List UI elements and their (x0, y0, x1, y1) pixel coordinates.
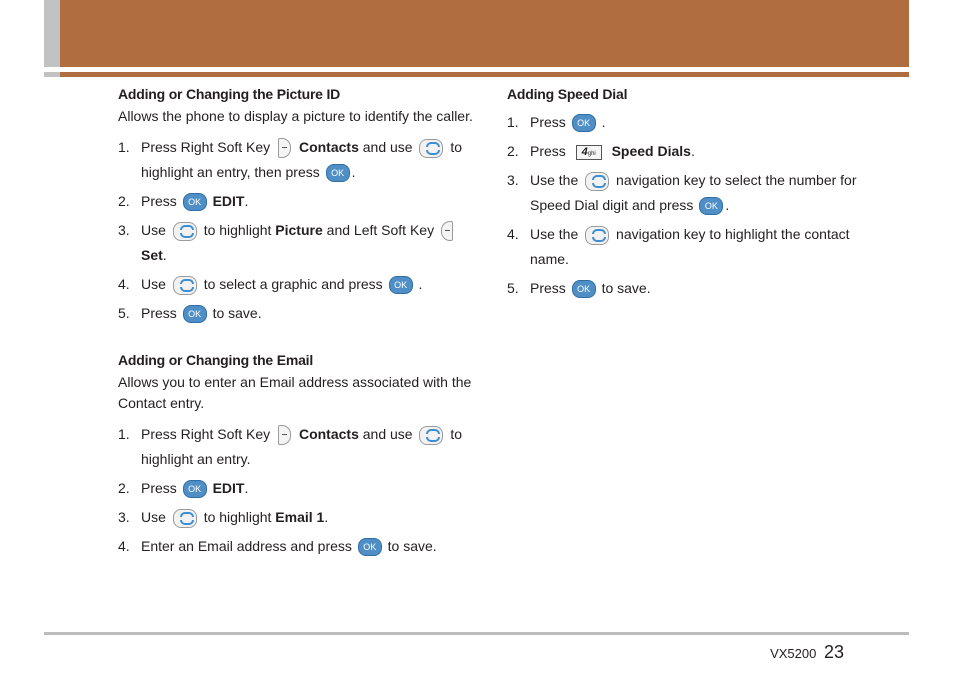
step-text: and Left Soft Key (326, 222, 435, 238)
step-text: to (450, 139, 463, 155)
section-heading: Adding Speed Dial (507, 86, 628, 102)
step-item (118, 422, 478, 472)
step-text: . (324, 509, 329, 525)
ok-key-icon: OK (326, 164, 350, 182)
step-text: . (418, 276, 423, 292)
ok-key-icon: OK (572, 114, 596, 132)
model-name: VX5200 (770, 646, 817, 661)
header-rule-gray (44, 72, 60, 77)
step-text: to save. (601, 280, 651, 296)
step-text: . (690, 143, 695, 159)
step-text: to highlight (203, 509, 272, 525)
left-soft-key-icon (441, 221, 453, 241)
step-number: 2. (507, 143, 519, 159)
step-text: Press (530, 280, 566, 296)
step-item (507, 139, 867, 164)
navigation-key-icon (173, 222, 197, 241)
step-text: Use (141, 509, 166, 525)
section-intro: Allows you to enter an Email address associated with the Contact entry. (118, 374, 472, 411)
step-item (507, 168, 867, 218)
ok-key-icon: OK (183, 193, 207, 211)
step-number: 1. (507, 114, 519, 130)
footer-rule (44, 632, 909, 635)
right-column (507, 86, 867, 305)
step-text: Press (141, 480, 177, 496)
navigation-key-icon (585, 226, 609, 245)
step-keyword: EDIT (212, 480, 245, 496)
step-item (118, 476, 478, 501)
step-number: 3. (507, 172, 519, 188)
section-email (118, 352, 478, 559)
navigation-key-icon (419, 426, 443, 445)
step-text: . (725, 197, 730, 213)
step-number: 5. (507, 280, 519, 296)
right-soft-key-icon (278, 425, 291, 445)
step-text: . (162, 247, 167, 263)
page-footer (770, 642, 844, 663)
step-number: 2. (118, 480, 130, 496)
step-keyword: Contacts (298, 139, 359, 155)
section-heading: Adding or Changing the Picture ID (118, 86, 341, 102)
step-item (118, 218, 478, 268)
step-text: and use (362, 139, 413, 155)
step-keyword: Picture (275, 222, 323, 238)
step-text: highlight an entry. (141, 451, 251, 467)
step-item (118, 272, 478, 297)
step-number: 3. (118, 222, 130, 238)
header-rule (60, 72, 909, 77)
step-keyword: Contacts (298, 426, 359, 442)
step-text: Press Right Soft Key (141, 139, 271, 155)
step-number: 1. (118, 139, 130, 155)
step-keyword: Email 1 (275, 509, 325, 525)
navigation-key-icon (585, 172, 609, 191)
step-text: . (351, 164, 356, 180)
step-text: Press (530, 114, 566, 130)
ok-key-icon: OK (572, 280, 596, 298)
step-text: navigation key to select the number for Speed Dial digit and press (530, 172, 857, 213)
right-soft-key-icon (278, 138, 291, 158)
navigation-key-icon (173, 276, 197, 295)
step-text: . (601, 114, 606, 130)
step-keyword: EDIT (212, 193, 245, 209)
header-banner (60, 0, 909, 67)
step-text: to save. (212, 305, 262, 321)
step-keyword: Set (141, 247, 163, 263)
step-item (118, 301, 478, 326)
step-item (507, 222, 867, 272)
page-number: 23 (823, 642, 844, 662)
step-text: and use (362, 426, 413, 442)
ok-key-icon: OK (358, 538, 382, 556)
step-text: to (450, 426, 463, 442)
step-text: Use (141, 222, 166, 238)
step-text: navigation key to highlight the contact name. (530, 226, 850, 267)
navigation-key-icon (419, 139, 443, 158)
step-item (507, 276, 867, 301)
step-number: 1. (118, 426, 130, 442)
step-list (507, 110, 867, 301)
ok-key-icon: OK (183, 305, 207, 323)
ok-key-icon: OK (183, 480, 207, 498)
key-digit: 4 (581, 145, 588, 158)
step-number: 2. (118, 193, 130, 209)
key-4-icon (576, 145, 602, 160)
section-speed-dial (507, 86, 867, 301)
step-number: 5. (118, 305, 130, 321)
step-text: Press (530, 143, 566, 159)
step-number: 4. (118, 538, 130, 554)
step-item (118, 135, 478, 185)
step-list (118, 135, 478, 326)
section-picture-id (118, 86, 478, 326)
step-text: Press (141, 193, 177, 209)
step-keyword: Speed Dials (611, 143, 691, 159)
step-number: 4. (507, 226, 519, 242)
section-intro: Allows the phone to display a picture to identify the caller. (118, 108, 473, 124)
ok-key-icon: OK (699, 197, 723, 215)
step-text: to highlight (203, 222, 272, 238)
step-text: Use the (530, 226, 579, 242)
key-letters: ghi (587, 150, 596, 157)
step-text: to select a graphic and press (203, 276, 383, 292)
step-text: . (244, 480, 249, 496)
step-text: . (244, 193, 249, 209)
step-number: 4. (118, 276, 130, 292)
step-text: Use (141, 276, 166, 292)
step-text: highlight an entry, then press (141, 164, 320, 180)
step-text: Enter an Email address and press (141, 538, 352, 554)
step-text: to save. (387, 538, 437, 554)
navigation-key-icon (173, 509, 197, 528)
step-text: Use the (530, 172, 579, 188)
left-column (118, 86, 478, 563)
step-item (507, 110, 867, 135)
step-text: Press (141, 305, 177, 321)
step-text: Press Right Soft Key (141, 426, 271, 442)
header-gray-tab (44, 0, 60, 67)
step-item (118, 505, 478, 530)
step-item (118, 189, 478, 214)
step-item (118, 534, 478, 559)
step-list (118, 422, 478, 559)
section-heading: Adding or Changing the Email (118, 352, 314, 368)
step-number: 3. (118, 509, 130, 525)
ok-key-icon: OK (389, 276, 413, 294)
